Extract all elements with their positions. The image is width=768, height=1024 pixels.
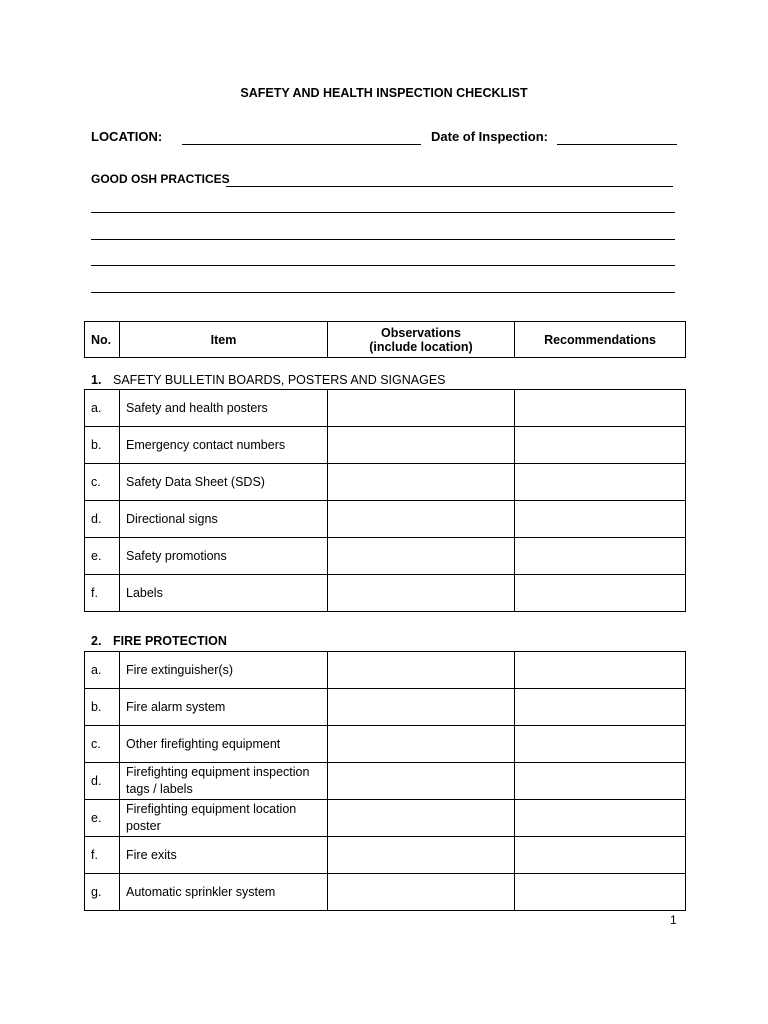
observations-cell[interactable] xyxy=(328,763,515,800)
observations-cell[interactable] xyxy=(328,501,515,538)
observations-cell[interactable] xyxy=(328,575,515,612)
table-row xyxy=(85,538,686,575)
header-observations xyxy=(328,322,515,358)
table-row xyxy=(85,427,686,464)
recommendations-cell[interactable] xyxy=(515,575,686,612)
observations-cell[interactable] xyxy=(328,726,515,763)
recommendations-cell[interactable] xyxy=(515,837,686,874)
row-letter: a. xyxy=(85,390,120,427)
document-title: SAFETY AND HEALTH INSPECTION CHECKLIST xyxy=(240,86,528,100)
recommendations-cell[interactable] xyxy=(515,689,686,726)
good-osh-practices-label: GOOD OSH PRACTICES xyxy=(91,172,230,186)
row-item: Firefighting equipment location poster xyxy=(120,800,328,837)
observations-cell[interactable] xyxy=(328,874,515,911)
recommendations-cell[interactable] xyxy=(515,652,686,689)
observations-cell[interactable] xyxy=(328,390,515,427)
location-label: LOCATION: xyxy=(91,129,163,144)
osh-blank-line[interactable] xyxy=(91,292,675,293)
osh-blank-line[interactable] xyxy=(91,212,675,213)
row-letter: c. xyxy=(85,464,120,501)
table-row xyxy=(85,575,686,612)
recommendations-cell[interactable] xyxy=(515,763,686,800)
row-item: Other firefighting equipment xyxy=(120,726,328,763)
recommendations-cell[interactable] xyxy=(515,427,686,464)
page-number: 1 xyxy=(670,913,677,927)
observations-cell[interactable] xyxy=(328,538,515,575)
table-row xyxy=(85,390,686,427)
date-of-inspection-field[interactable] xyxy=(557,144,677,145)
date-of-inspection-label: Date of Inspection: xyxy=(431,129,549,144)
table-row xyxy=(85,464,686,501)
row-letter: d. xyxy=(85,763,120,800)
row-item: Safety and health posters xyxy=(120,390,328,427)
row-letter: a. xyxy=(85,652,120,689)
row-letter: b. xyxy=(85,427,120,464)
row-letter: c. xyxy=(85,726,120,763)
header-item: Item xyxy=(120,322,328,358)
observations-cell[interactable] xyxy=(328,800,515,837)
table-row xyxy=(85,837,686,874)
recommendations-cell[interactable] xyxy=(515,874,686,911)
section-number: 1. xyxy=(91,373,102,387)
row-item: Fire extinguisher(s) xyxy=(120,652,328,689)
section-name: FIRE PROTECTION xyxy=(113,634,227,648)
row-item: Emergency contact numbers xyxy=(120,427,328,464)
location-field[interactable] xyxy=(182,144,421,145)
row-letter: g. xyxy=(85,874,120,911)
row-item: Directional signs xyxy=(120,501,328,538)
observations-cell[interactable] xyxy=(328,427,515,464)
row-item: Firefighting equipment inspection tags / labels xyxy=(120,763,328,800)
good-osh-practices-field[interactable] xyxy=(226,186,673,187)
table-row xyxy=(85,652,686,689)
recommendations-cell[interactable] xyxy=(515,390,686,427)
recommendations-cell[interactable] xyxy=(515,501,686,538)
header-observations-line2: (include location) xyxy=(369,339,473,354)
observations-cell[interactable] xyxy=(328,652,515,689)
row-letter: f. xyxy=(85,837,120,874)
section-1-table xyxy=(84,389,686,612)
table-row xyxy=(85,726,686,763)
row-letter: d. xyxy=(85,501,120,538)
section-name: SAFETY BULLETIN BOARDS, POSTERS AND SIGNAGES xyxy=(113,373,446,387)
table-row xyxy=(85,689,686,726)
section-number: 2. xyxy=(91,634,102,648)
observations-cell[interactable] xyxy=(328,464,515,501)
row-item: Safety Data Sheet (SDS) xyxy=(120,464,328,501)
recommendations-cell[interactable] xyxy=(515,464,686,501)
row-letter: f. xyxy=(85,575,120,612)
header-recommendations: Recommendations xyxy=(515,322,686,358)
recommendations-cell[interactable] xyxy=(515,538,686,575)
osh-blank-line[interactable] xyxy=(91,239,675,240)
osh-blank-line[interactable] xyxy=(91,265,675,266)
table-row xyxy=(85,501,686,538)
table-row xyxy=(85,800,686,837)
row-letter: b. xyxy=(85,689,120,726)
recommendations-cell[interactable] xyxy=(515,800,686,837)
table-row xyxy=(85,874,686,911)
row-item: Labels xyxy=(120,575,328,612)
row-item: Automatic sprinkler system xyxy=(120,874,328,911)
checklist-header-table xyxy=(84,321,686,358)
recommendations-cell[interactable] xyxy=(515,726,686,763)
section-title xyxy=(91,634,227,648)
row-item: Fire exits xyxy=(120,837,328,874)
row-letter: e. xyxy=(85,538,120,575)
row-letter: e. xyxy=(85,800,120,837)
section-title xyxy=(91,373,446,387)
header-observations-line1: Observations xyxy=(381,325,461,340)
row-item: Fire alarm system xyxy=(120,689,328,726)
observations-cell[interactable] xyxy=(328,837,515,874)
header-no: No. xyxy=(85,322,120,358)
row-item: Safety promotions xyxy=(120,538,328,575)
table-row xyxy=(85,763,686,800)
section-2-table xyxy=(84,651,686,911)
observations-cell[interactable] xyxy=(328,689,515,726)
